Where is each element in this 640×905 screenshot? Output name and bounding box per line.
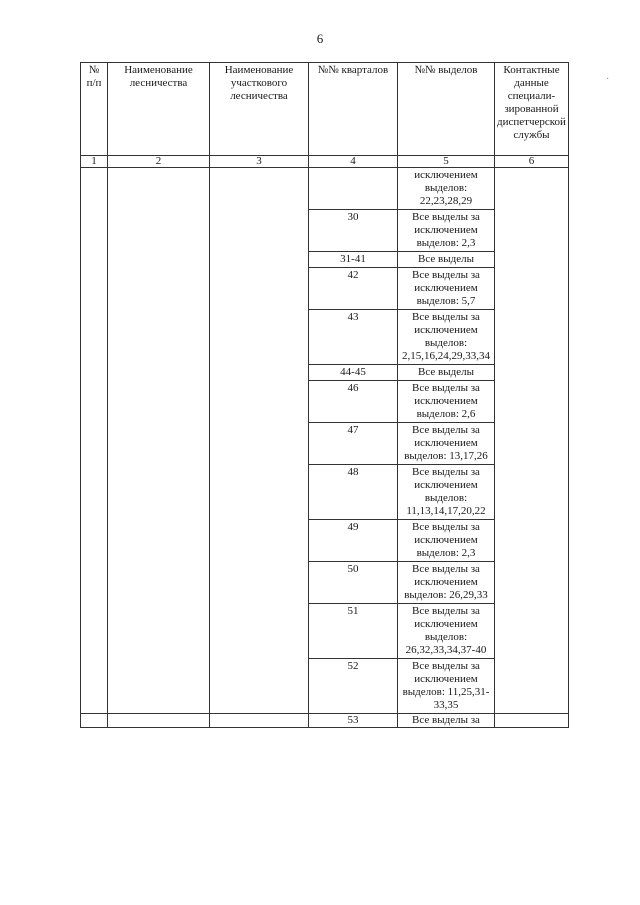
table-row [81,168,569,210]
plots-cell: Все выделы за исключением выделов: 13,17,26 [398,423,495,465]
contacts-cell [495,168,569,714]
forestry-cell [108,714,210,728]
plots-cell: Все выделы за исключением выделов: 11,25,31-33,35 [398,659,495,714]
plots-cell: Все выделы за исключением выделов: 2,3 [398,210,495,252]
forestry-register-table [80,62,569,728]
column-number: 1 [81,156,108,168]
header-plots: №№ выделов [398,63,495,156]
plots-cell: Все выделы за исключением выделов: 26,29,33 [398,562,495,604]
quarter-cell: 49 [309,520,398,562]
column-number-row [81,156,569,168]
quarter-cell: 42 [309,268,398,310]
quarter-cell: 44-45 [309,365,398,381]
plots-cell: Все выделы за исключением выделов: 11,13,14,17,20,22 [398,465,495,520]
forestry-cell [108,168,210,714]
quarter-cell [309,168,398,210]
quarter-cell: 48 [309,465,398,520]
header-quarters: №№ кварталов [309,63,398,156]
number-cell [81,714,108,728]
quarter-cell: 31-41 [309,252,398,268]
plots-cell: Все выделы [398,365,495,381]
quarter-cell: 52 [309,659,398,714]
quarter-cell: 51 [309,604,398,659]
district-forestry-cell [210,714,309,728]
plots-cell: Все выделы за исключением выделов: 5,7 [398,268,495,310]
quarter-cell: 30 [309,210,398,252]
plots-cell: Все выделы за исключением выделов: 2,3 [398,520,495,562]
scan-mark: · [606,74,610,85]
quarter-cell: 47 [309,423,398,465]
table-row [81,714,569,728]
plots-cell: Все выделы [398,252,495,268]
page-number: 6 [316,31,324,46]
plots-cell: исключением выделов: 22,23,28,29 [398,168,495,210]
number-cell [81,168,108,714]
header-forestry-name: Наименование лесничества [108,63,210,156]
column-number: 3 [210,156,309,168]
plots-cell: Все выделы за исключением выделов: 26,32,33,34,37-40 [398,604,495,659]
district-forestry-cell [210,168,309,714]
quarter-cell: 53 [309,714,398,728]
contacts-cell [495,714,569,728]
plots-cell: Все выделы за [398,714,495,728]
column-number: 5 [398,156,495,168]
header-number: № п/п [81,63,108,156]
column-number: 4 [309,156,398,168]
plots-cell: Все выделы за исключением выделов: 2,15,16,24,29,33,34 [398,310,495,365]
quarter-cell: 50 [309,562,398,604]
header-district-forestry-name: Наименование участкового лесничества [210,63,309,156]
column-number: 2 [108,156,210,168]
table-header-row [81,63,569,156]
column-number: 6 [495,156,569,168]
quarter-cell: 43 [309,310,398,365]
header-dispatch-contacts: Контактные данные специали-зированной диспетчерской службы [495,63,569,156]
plots-cell: Все выделы за исключением выделов: 2,6 [398,381,495,423]
quarter-cell: 46 [309,381,398,423]
